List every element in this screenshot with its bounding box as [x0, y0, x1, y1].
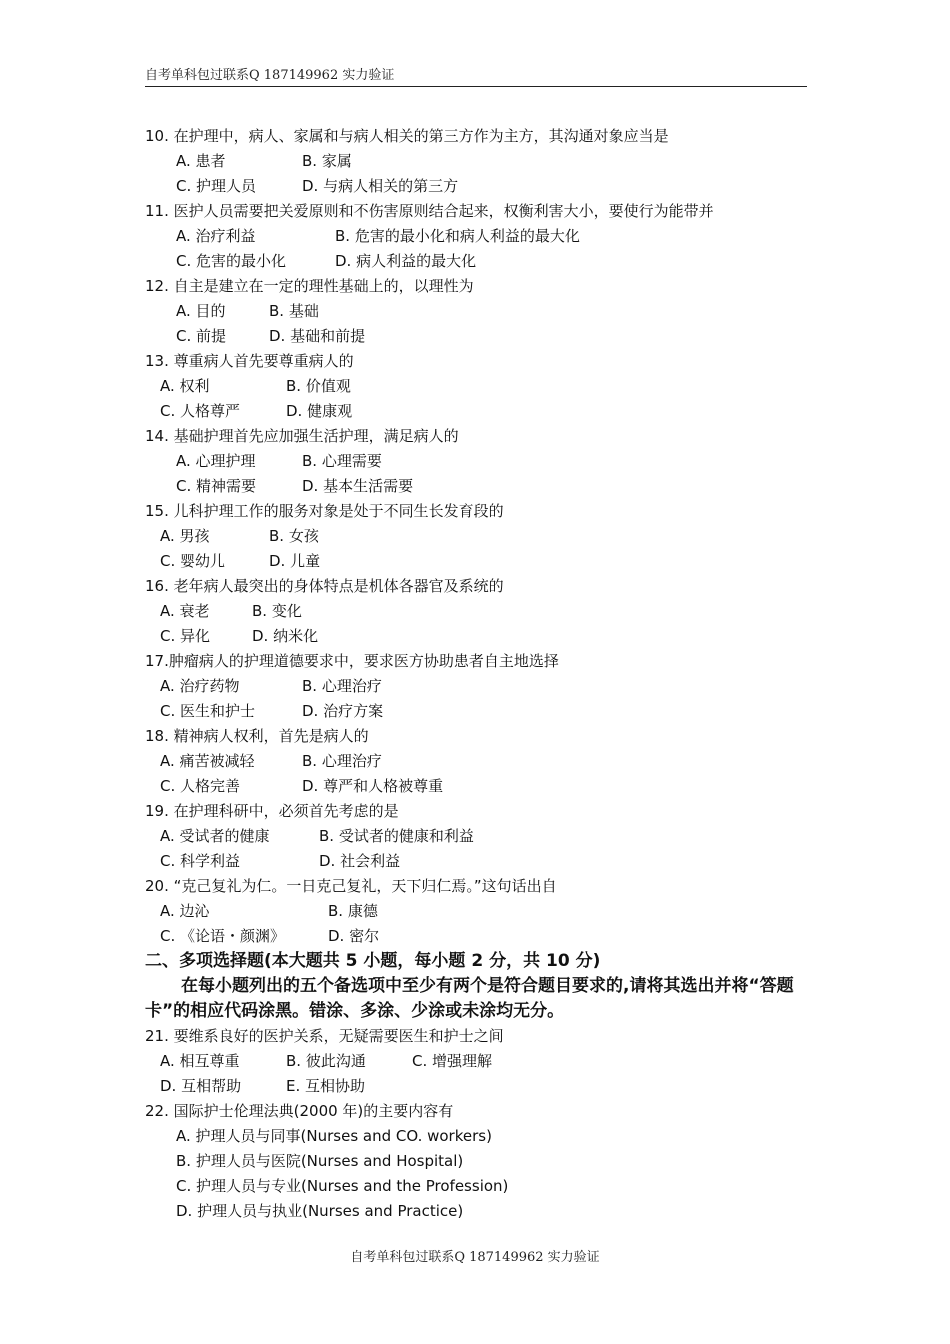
- option-d: D. 互相帮助: [160, 1077, 242, 1095]
- option-d: D. 尊严和人格被尊重: [302, 777, 444, 795]
- option-c: C. 前提: [176, 327, 227, 345]
- option-d: D. 健康观: [286, 402, 353, 420]
- page-header: 自考单科包过联系Q 187149962 实力验证: [145, 64, 807, 87]
- question-22-option-a: A. 护理人员与同事(Nurses and CO. workers): [176, 1127, 492, 1145]
- question-20-options-row1: [145, 899, 815, 924]
- question-14-options-row1: [145, 449, 815, 474]
- option-a: A. 相互尊重: [160, 1052, 240, 1070]
- question-10-options-row1: [145, 149, 815, 174]
- question-14-stem: 14. 基础护理首先应加强生活护理，满足病人的: [145, 427, 459, 445]
- question-22-option-d: D. 护理人员与执业(Nurses and Practice): [176, 1202, 464, 1220]
- question-12-stem: 12. 自主是建立在一定的理性基础上的，以理性为: [145, 277, 474, 295]
- option-a: A. 心理护理: [176, 452, 256, 470]
- option-c: C. 婴幼儿: [160, 552, 226, 570]
- option-d: D. 与病人相关的第三方: [302, 177, 459, 195]
- option-e: E. 互相协助: [286, 1077, 366, 1095]
- option-b: B. 心理治疗: [302, 752, 382, 770]
- question-13-options-row1: [145, 374, 815, 399]
- question-13-options-row2: [145, 399, 815, 424]
- question-21-options-row2: [145, 1074, 815, 1099]
- question-20-options-row2: [145, 924, 815, 949]
- option-b: B. 变化: [252, 602, 302, 620]
- question-15-options-row1: [145, 524, 815, 549]
- question-18-stem: 18. 精神病人权利，首先是病人的: [145, 727, 369, 745]
- option-a: A. 目的: [176, 302, 226, 320]
- option-c: C. 科学利益: [160, 852, 241, 870]
- question-11-options-row1: [145, 224, 815, 249]
- option-c: C. 异化: [160, 627, 211, 645]
- option-b: B. 彼此沟通: [286, 1052, 366, 1070]
- section-2-instruction: 在每小题列出的五个备选项中至少有两个是符合题目要求的,请将其选出并将“答题卡”的相应代码涂黑。错涂、多涂、少涂或未涂均无分。: [145, 976, 794, 1021]
- question-15-options-row2: [145, 549, 815, 574]
- option-c: C. 危害的最小化: [176, 252, 287, 270]
- question-12-options-row2: [145, 324, 815, 349]
- option-a: A. 受试者的健康: [160, 827, 270, 845]
- option-d: D. 病人利益的最大化: [335, 252, 477, 270]
- section-2-title: 二、多项选择题(本大题共 5 小题，每小题 2 分，共 10 分): [145, 951, 601, 971]
- question-10-stem: 10. 在护理中，病人、家属和与病人相关的第三方作为主方，其沟通对象应当是: [145, 127, 669, 145]
- question-17-stem: 17.肿瘤病人的护理道德要求中，要求医方协助患者自主地选择: [145, 652, 559, 670]
- option-b: B. 基础: [269, 302, 319, 320]
- option-c: C. 人格完善: [160, 777, 241, 795]
- question-11-options-row2: [145, 249, 815, 274]
- option-a: A. 边沁: [160, 902, 210, 920]
- option-d: D. 纳米化: [252, 627, 319, 645]
- option-b: B. 康德: [328, 902, 378, 920]
- question-22-stem: 22. 国际护士伦理法典(2000 年)的主要内容有: [145, 1102, 454, 1120]
- question-14-options-row2: [145, 474, 815, 499]
- option-d: D. 基础和前提: [269, 327, 366, 345]
- option-d: D. 基本生活需要: [302, 477, 414, 495]
- option-a: A. 权利: [160, 377, 210, 395]
- question-19-options-row1: [145, 824, 815, 849]
- option-d: D. 社会利益: [319, 852, 401, 870]
- option-b: B. 女孩: [269, 527, 319, 545]
- question-16-options-row2: [145, 624, 815, 649]
- question-15-stem: 15. 儿科护理工作的服务对象是处于不同生长发育段的: [145, 502, 504, 520]
- option-a: A. 痛苦被减轻: [160, 752, 255, 770]
- page-footer: 自考单科包过联系Q 187149962 实力验证: [350, 1250, 600, 1265]
- option-c: C. 《论语・颜渊》: [160, 927, 286, 945]
- option-a: A. 治疗药物: [160, 677, 240, 695]
- option-c: C. 精神需要: [176, 477, 257, 495]
- question-16-stem: 16. 老年病人最突出的身体特点是机体各器官及系统的: [145, 577, 504, 595]
- option-b: B. 价值观: [286, 377, 351, 395]
- question-10-options-row2: [145, 174, 815, 199]
- option-a: A. 治疗利益: [176, 227, 256, 245]
- question-16-options-row1: [145, 599, 815, 624]
- question-list: [145, 124, 815, 1224]
- option-a: A. 衰老: [160, 602, 210, 620]
- question-18-options-row1: [145, 749, 815, 774]
- question-19-stem: 19. 在护理科研中，必须首先考虑的是: [145, 802, 399, 820]
- question-11-stem: 11. 医护人员需要把关爱原则和不伤害原则结合起来，权衡利害大小，要使行为能带并: [145, 202, 714, 220]
- option-b: B. 心理治疗: [302, 677, 382, 695]
- option-b: B. 受试者的健康和利益: [319, 827, 474, 845]
- option-c: C. 护理人员: [176, 177, 257, 195]
- option-c: C. 医生和护士: [160, 702, 256, 720]
- option-a: A. 患者: [176, 152, 226, 170]
- option-d: D. 治疗方案: [302, 702, 384, 720]
- question-17-options-row2: [145, 699, 815, 724]
- option-c: C. 增强理解: [412, 1052, 493, 1070]
- option-a: A. 男孩: [160, 527, 210, 545]
- question-22-option-b: B. 护理人员与医院(Nurses and Hospital): [176, 1152, 464, 1170]
- question-21-stem: 21. 要维系良好的医护关系，无疑需要医生和护士之间: [145, 1027, 504, 1045]
- question-17-options-row1: [145, 674, 815, 699]
- option-c: C. 人格尊严: [160, 402, 241, 420]
- question-18-options-row2: [145, 774, 815, 799]
- question-21-options-row1: [145, 1049, 815, 1074]
- option-b: B. 家属: [302, 152, 352, 170]
- option-b: B. 心理需要: [302, 452, 382, 470]
- option-b: B. 危害的最小化和病人利益的最大化: [335, 227, 580, 245]
- option-d: D. 密尔: [328, 927, 380, 945]
- question-13-stem: 13. 尊重病人首先要尊重病人的: [145, 352, 354, 370]
- question-19-options-row2: [145, 849, 815, 874]
- option-d: D. 儿童: [269, 552, 321, 570]
- question-22-option-c: C. 护理人员与专业(Nurses and the Profession): [176, 1177, 509, 1195]
- question-20-stem: 20. “克己复礼为仁。一日克己复礼，天下归仁焉。”这句话出自: [145, 877, 557, 895]
- question-12-options-row1: [145, 299, 815, 324]
